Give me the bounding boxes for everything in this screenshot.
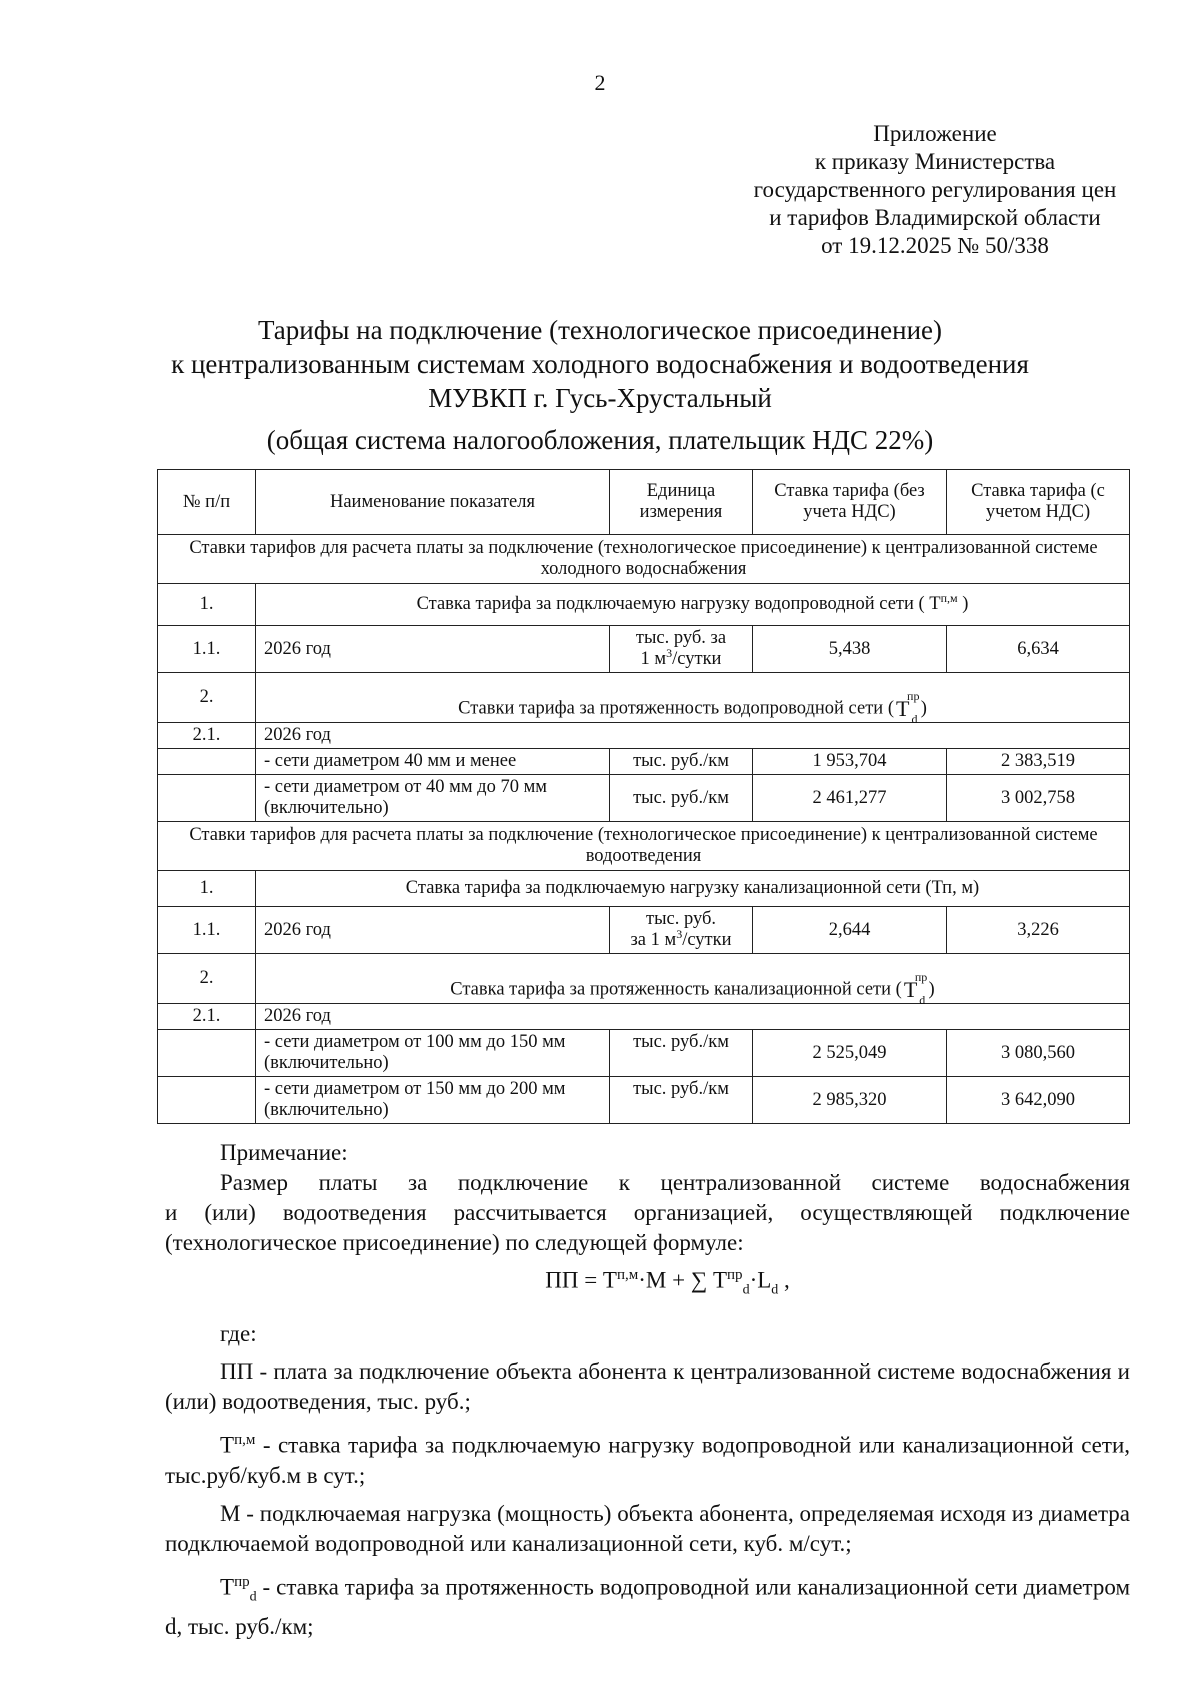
table-row: [158, 954, 1130, 1004]
row-name: 2026 год: [256, 1004, 1130, 1030]
appendix-line: от 19.12.2025 № 50/338: [821, 233, 1049, 258]
table-row: [158, 1077, 1130, 1124]
appendix-line: к приказу Министерства: [814, 149, 1056, 174]
row-name: 2026 год: [256, 626, 610, 673]
row-num: [158, 1030, 256, 1077]
row-value-vat: 3 080,560: [947, 1030, 1130, 1077]
table-row: [158, 871, 1130, 907]
row-value-no-vat: 1 953,704: [753, 749, 947, 775]
tariff-symbol: Т пр d: [903, 969, 928, 1007]
header-rate-no-vat: Ставка тарифа (без учета НДС): [753, 470, 947, 535]
row-unit: тыс. руб. за 1 $м^3$/сутки: [610, 626, 753, 673]
row-num: 2.1.: [158, 723, 256, 749]
row-num: [158, 775, 256, 822]
row-name: - сети диаметром 40 мм и менее: [256, 749, 610, 775]
row-num: [158, 749, 256, 775]
row-value-vat: 2 383,519: [947, 749, 1130, 775]
appendix-line: государственного регулирования цен: [753, 177, 1117, 202]
row-unit: тыс. руб./км: [610, 1030, 753, 1077]
section-title: Ставки тарифов для расчета платы за подключение (технологическое присоединение) к централизованной системе водоотведения: [158, 822, 1130, 871]
row-unit: тыс. руб./км: [610, 775, 753, 822]
row-value-vat: 3 002,758: [947, 775, 1130, 822]
title-line: Тарифы на подключение (технологическое присоединение): [257, 315, 943, 345]
table-row: [158, 584, 1130, 626]
table-row: [158, 1030, 1130, 1077]
title-line: МУВКП г. Гусь-Хрустальный: [428, 383, 772, 413]
row-value-no-vat: 5,438: [753, 626, 947, 673]
table-row: [158, 1004, 1130, 1030]
appendix-block: [700, 120, 1170, 260]
row-value-vat: 3 642,090: [947, 1077, 1130, 1124]
row-num: 1.1.: [158, 626, 256, 673]
row-unit: тыс. руб./км: [610, 749, 753, 775]
header-num: № п/п: [158, 470, 256, 535]
definition-tdpr: $Т^{пр}_d$ - ставка тарифа за протяженность водопроводной или канализационной сети диаметром d, тыс. руб./км;: [165, 1573, 1130, 1640]
row-num: 2.: [158, 954, 256, 1004]
notes-section: [165, 1138, 1130, 1642]
section-row: [158, 535, 1130, 584]
table-row: [158, 907, 1130, 954]
section-title: Ставки тарифов для расчета платы за подключение (технологическое присоединение) к централизованной системе холодного водоснабжения: [158, 535, 1130, 584]
row-name: - сети диаметром от 100 мм до 150 мм (включительно): [256, 1030, 610, 1077]
document-subtitle: (общая система налогообложения, плательщик НДС 22%): [266, 425, 934, 455]
header-unit: Единица измерения: [610, 470, 753, 535]
definition-m: М - подключаемая нагрузка (мощность) объекта абонента, определяемая исходя из диаметра подключаемой водопроводной или канализационной сети, куб. м/сут.;: [165, 1500, 1130, 1556]
row-num: 1.: [158, 584, 256, 626]
notes-where: где:: [220, 1321, 257, 1347]
notes-paragraph: Размер платы за подключение к централизованной системе водоснабжения: [220, 1170, 1130, 1195]
header-rate-vat: Ставка тарифа (с учетом НДС): [947, 470, 1130, 535]
table-row: [158, 749, 1130, 775]
table-header-row: [158, 470, 1130, 535]
tariff-table: [157, 469, 1130, 1124]
row-value-no-vat: 2 525,049: [753, 1030, 947, 1077]
table-row: [158, 775, 1130, 822]
row-num: 2.: [158, 673, 256, 723]
row-value-vat: 6,634: [947, 626, 1130, 673]
row-value-vat: 3,226: [947, 907, 1130, 954]
notes-paragraph: и (или) водоотведения рассчитывается организацией, осуществляющей подключение: [165, 1200, 1130, 1225]
row-unit: тыс. руб. за 1 $м^3$/сутки: [610, 907, 753, 954]
row-name: 2026 год: [256, 723, 1130, 749]
row-title: Ставка тарифа за протяженность канализационной сети (Т пр d ): [256, 954, 1130, 1004]
row-title: Ставка тарифа за подключаемую нагрузку канализационной сети (Тп, м): [256, 871, 1130, 907]
table-row: [158, 626, 1130, 673]
page-number: 2: [594, 70, 606, 95]
header-name: Наименование показателя: [256, 470, 610, 535]
row-value-no-vat: 2 461,277: [753, 775, 947, 822]
row-name: - сети диаметром от 40 мм до 70 мм (включительно): [256, 775, 610, 822]
row-value-no-vat: 2 985,320: [753, 1077, 947, 1124]
row-name: 2026 год: [256, 907, 610, 954]
document-title: [0, 313, 1200, 415]
title-line: к централизованным системам холодного водоснабжения и водоотведения: [171, 349, 1029, 379]
table-row: [158, 723, 1130, 749]
row-unit: тыс. руб./км: [610, 1077, 753, 1124]
definition-pp: ПП - плата за подключение объекта абонента к централизованной системе водоснабжения и (или) водоотведения, тыс. руб.;: [165, 1359, 1130, 1415]
definition-tpm: $Т^{п,м}$ - ставка тарифа за подключаемую нагрузку водопроводной или канализационной сети, тыс.руб/куб.м в сут.;: [165, 1432, 1130, 1488]
appendix-line: и тарифов Владимирской области: [769, 205, 1101, 230]
row-value-no-vat: 2,644: [753, 907, 947, 954]
appendix-line: Приложение: [873, 121, 997, 146]
row-title: Ставка тарифа за подключаемую нагрузку водопроводной сети ( $Т^{п,м}$ ): [256, 584, 1130, 626]
fee-formula: ПП = $Т^{п,м}\cdot М$ + ∑ $Т^{пр}_d\cdot L_d$ ,: [545, 1267, 790, 1298]
row-num: 1.: [158, 871, 256, 907]
tariff-symbol: Т пр d: [895, 688, 920, 726]
row-title: Ставки тарифа за протяженность водопроводной сети (Т пр d ): [256, 673, 1130, 723]
row-num: 1.1.: [158, 907, 256, 954]
row-name: - сети диаметром от 150 мм до 200 мм (включительно): [256, 1077, 610, 1124]
row-num: 2.1.: [158, 1004, 256, 1030]
section-row: [158, 822, 1130, 871]
notes-heading: Примечание:: [220, 1140, 348, 1165]
row-num: [158, 1077, 256, 1124]
table-row: [158, 673, 1130, 723]
notes-paragraph: (технологическое присоединение) по следующей формуле:: [165, 1230, 744, 1255]
